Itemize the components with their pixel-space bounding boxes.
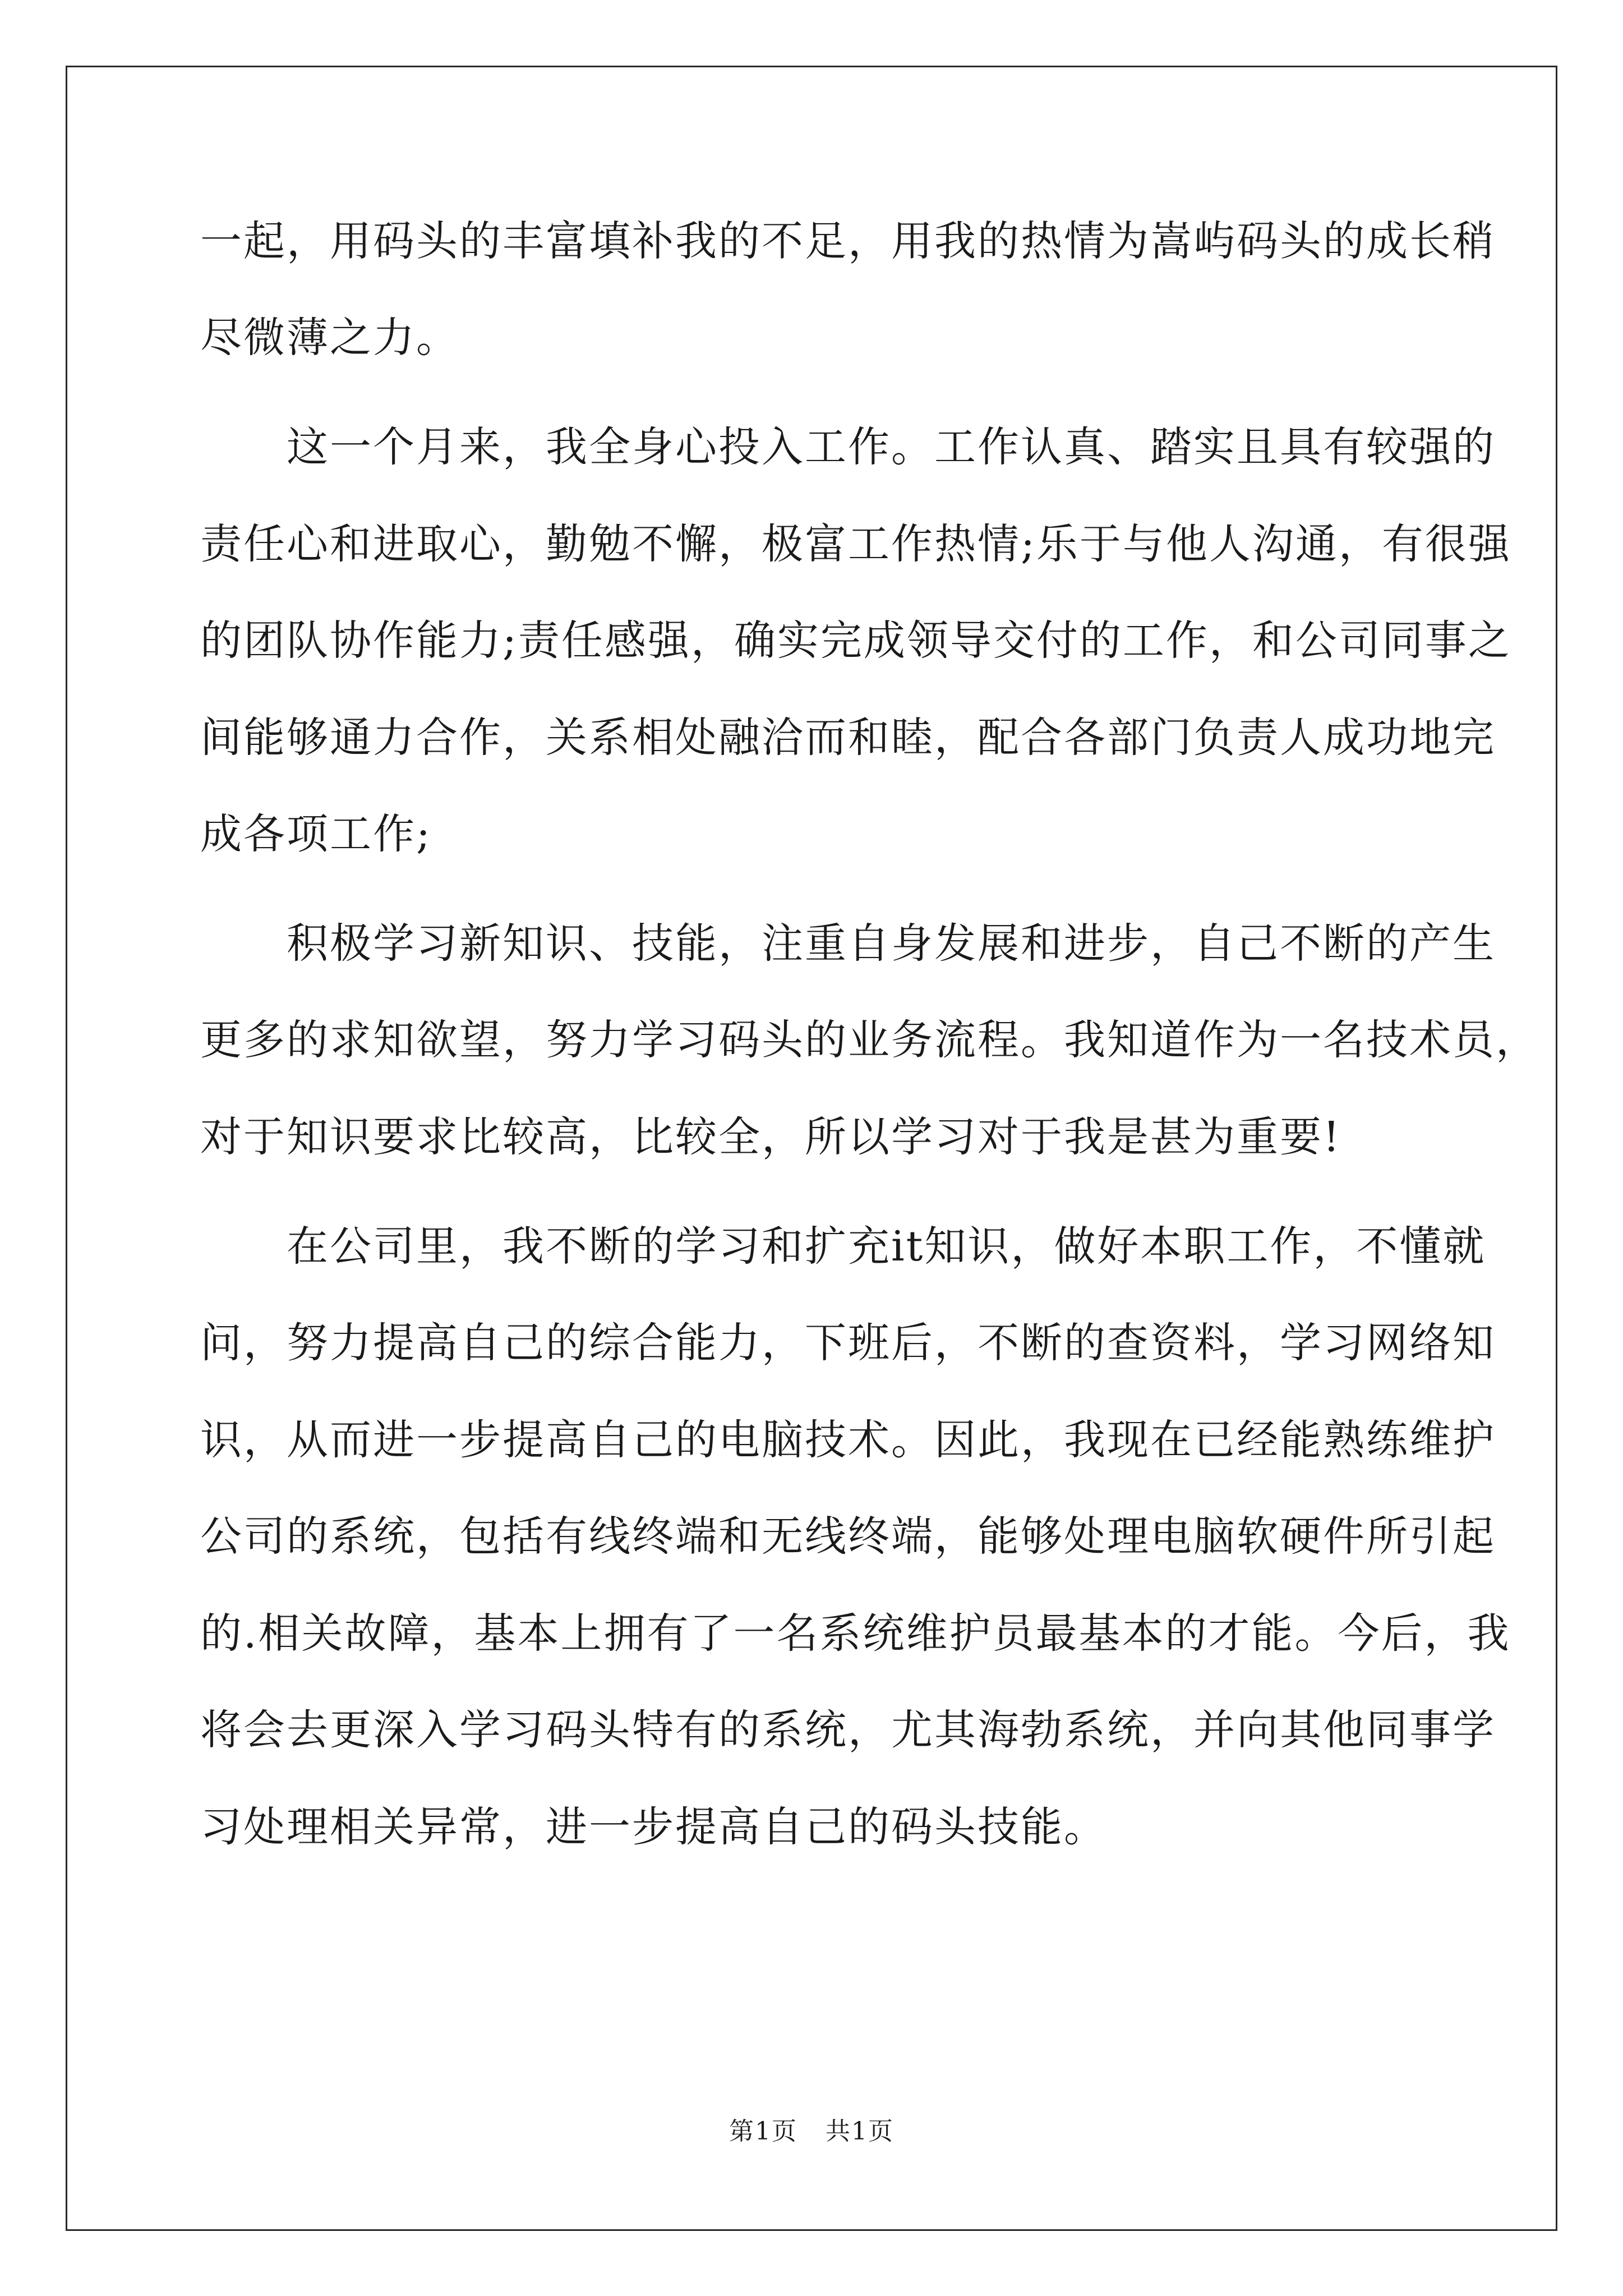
text-line: 更多的求知欲望，努力学习码头的业务流程。我知道作为一名技术员， — [200, 1016, 1539, 1064]
text-line: 一起，用码头的丰富填补我的不足，用我的热情为嵩屿码头的成长稍 — [200, 217, 1496, 265]
text-line: 公司的系统，包括有线终端和无线终端，能够处理电脑软硬件所引起 — [200, 1512, 1496, 1561]
text-line: 的团队协作能力;责任感强，确实完成领导交付的工作，和公司同事之 — [200, 616, 1511, 665]
text-line: 对于知识要求比较高，比较全，所以学习对于我是甚为重要! — [200, 1113, 1341, 1161]
text-line: 成各项工作; — [200, 810, 432, 858]
text-line: 责任心和进取心，勤勉不懈，极富工作热情;乐于与他人沟通，有很强 — [200, 520, 1511, 568]
text-line: 识，从而进一步提高自己的电脑技术。因此，我现在已经能熟练维护 — [200, 1416, 1496, 1464]
text-line: 问，努力提高自己的综合能力，下班后，不断的查资料，学习网络知 — [200, 1319, 1496, 1367]
page-footer — [0, 2115, 1623, 2148]
text-line: 间能够通力合作，关系相处融洽而和睦，配合各部门负责人成功地完 — [200, 714, 1496, 762]
page-number: 第1页 — [729, 2117, 797, 2146]
text-line: 的.相关故障，基本上拥有了一名系统维护员最基本的才能。今后，我 — [200, 1609, 1511, 1658]
text-line: 习处理相关异常，进一步提高自己的码头技能。 — [200, 1803, 1107, 1851]
page-total: 共1页 — [826, 2117, 894, 2146]
text-line: 这一个月来，我全身心投入工作。工作认真、踏实且具有较强的 — [200, 423, 1496, 471]
text-line: 尽微薄之力。 — [200, 314, 459, 362]
text-line: 在公司里，我不断的学习和扩充it知识，做好本职工作，不懂就 — [200, 1222, 1486, 1271]
text-line: 将会去更深入学习码头特有的系统，尤其海勃系统，并向其他同事学 — [200, 1706, 1496, 1754]
text-line: 积极学习新知识、技能，注重自身发展和进步，自己不断的产生 — [200, 919, 1496, 968]
